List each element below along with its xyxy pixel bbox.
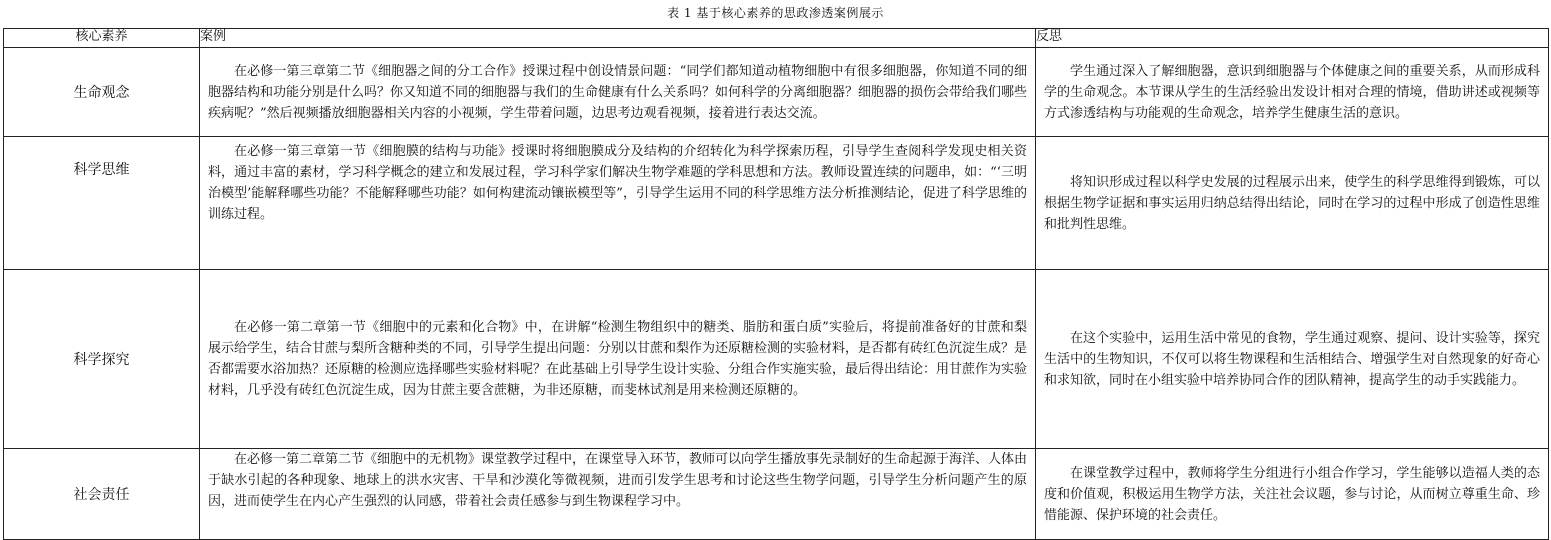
table-row	[4, 48, 1549, 137]
case-table	[3, 28, 1549, 540]
table-row	[4, 137, 1549, 270]
case-text: 在必修一第三章第二节《细胞器之间的分工合作》授课过程中创设情景问题：“同学们都知道动植物细胞中有很多细胞器，你知道不同的细胞器结构和功能分别是什么吗？你又知道不同的细胞器与我们的生命健康有什么关系吗？如何科学的分离细胞器？细胞器的损伤会带给我们哪些疾病呢？”然后视频播放细胞器相关内容的小视频，学生带着问题，边思考边观看视频，接着进行表达交流。	[208, 63, 1028, 121]
reflection-text: 学生通过深入了解细胞器，意识到细胞器与个体健康之间的重要关系，从而形成科学的生命观念。本节课从学生的生活经验出发设计相对合理的情境，借助讲述或视频等方式渗透结构与功能观的生命观念，培养学生健康生活的意识。	[1044, 63, 1540, 121]
case-cell	[200, 48, 1036, 137]
reflection-cell	[1036, 449, 1549, 540]
reflection-cell	[1036, 48, 1549, 137]
table-row	[4, 449, 1549, 540]
case-text: 在必修一第三章第一节《细胞膜的结构与功能》授课时将细胞膜成分及结构的介绍转化为科学探索历程，引导学生查阅科学发现史相关资料，通过丰富的素材，学习科学概念的建立和发展过程，学习科学家们解决生物学难题的学科思想和方法。教师设置连续的问题串，如：“‘三明治模型’能解释哪些功能？不能解释哪些功能？如何构建流动镶嵌模型等”，引导学生运用不同的科学思维方法分析推测结论，促进了科学思维的训练过程。	[208, 144, 1027, 222]
header-reflection: 反思	[1036, 29, 1549, 48]
case-text: 在必修一第二章第二节《细胞中的无机物》课堂教学过程中，在课堂导入环节，教师可以向学生播放事先录制好的生命起源于海洋、人体由于缺水引起的各种现象、地球上的洪水灾害、干旱和沙漠化等微视频，进而引发学生思考和讨论这些生物学问题，引导学生分析问题产生的原因，进而使学生在内心产生强烈的认同感，带着社会责任感参与到生物课程学习中。	[208, 452, 1028, 509]
case-cell	[200, 449, 1036, 540]
reflection-text: 在课堂教学过程中，教师将学生分组进行小组合作学习，学生能够以造福人类的态度和价值观，积极运用生物学方法，关注社会议题，参与讨论，从而树立尊重生命、珍惜能源、保护环境的社会责任。	[1044, 465, 1540, 523]
case-cell	[200, 270, 1036, 449]
reflection-cell	[1036, 270, 1549, 449]
table-caption: 表 1 基于核心素养的思政渗透案例展示	[667, 6, 884, 20]
case-cell	[200, 137, 1036, 270]
reflection-text: 在这个实验中，运用生活中常见的食物，学生通过观察、提问、设计实验等，探究生活中的生物知识，不仅可以将生物课程和生活相结合、增强学生对自然现象的好奇心和求知欲，同时在小组实验中培养协同合作的团队精神，提高学生的动手实践能力。	[1044, 330, 1540, 388]
reflection-text: 将知识形成过程以科学史发展的过程展示出来，使学生的科学思维得到锻炼，可以根据生物学证据和事实运用归纳总结得出结论，同时在学习的过程中形成了创造性思维和批判性思维。	[1044, 174, 1540, 232]
case-text: 在必修一第二章第一节《细胞中的元素和化合物》中，在讲解“检测生物组织中的糖类、脂肪和蛋白质”实验后，将提前准备好的甘蔗和梨展示给学生，结合甘蔗与梨所含糖种类的不同，引导学生提出问题：分别以甘蔗和梨作为还原糖检测的实验材料，是否都有砖红色沉淀生成？是否都需要水浴加热？还原糖的检测应选择哪些实验材料呢？在此基础上引导学生设计实验、分组合作实施实验，最后得出结论：用甘蔗作为实验材料，几乎没有砖红色沉淀生成，因为甘蔗主要含蔗糖，为非还原糖，而斐林试剂是用来检测还原糖的。	[208, 320, 1028, 398]
row-label-social-responsibility: 社会责任	[4, 449, 200, 540]
table-header-row	[4, 29, 1549, 48]
table-row	[4, 270, 1549, 449]
header-case: 案例	[200, 29, 1036, 48]
row-label-life-concept: 生命观念	[4, 48, 200, 137]
row-label-scientific-inquiry: 科学探究	[4, 270, 200, 449]
reflection-cell	[1036, 137, 1549, 270]
row-label-scientific-thinking: 科学思维	[4, 137, 200, 270]
header-core-literacy: 核心素养	[4, 29, 200, 48]
